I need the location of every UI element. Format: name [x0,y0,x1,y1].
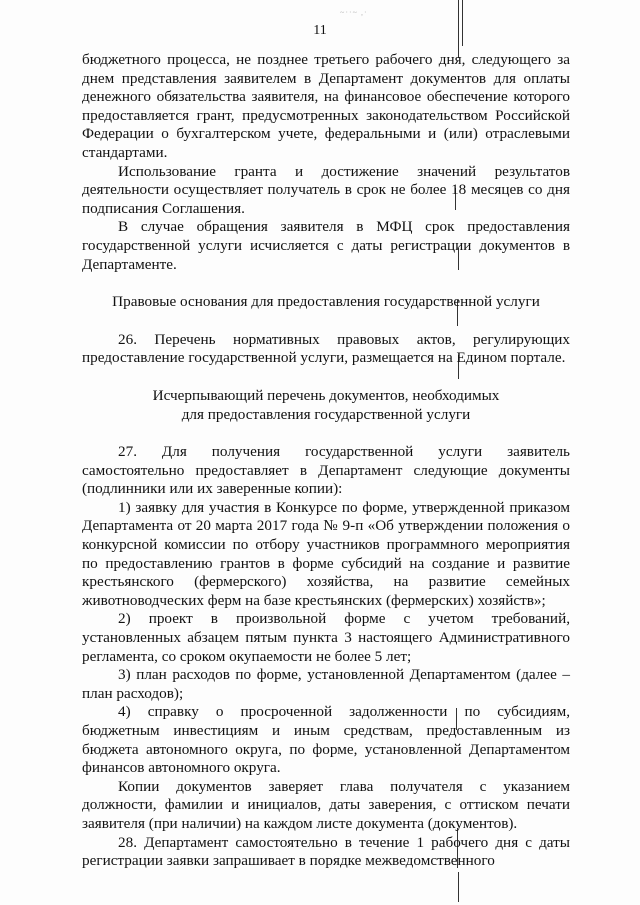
scan-line-top-2 [462,0,463,46]
paragraph-copies: Копии документов заверяет глава получателя с указанием должности, фамилии и инициалов, даты заверения, с оттиском печати заявителя (при наличии) на каждом листе документа (документов). [82,777,570,832]
paragraph-budget-process: бюджетного процесса, не позднее третьего рабочего дня, следующего за днем представления заявителем в Департамент документов для оплаты денежного обязательства заявителя, на финансовое обеспечение которого предоставляется грант, предусмотренных законодательством Российской Федерации о бухгалтерском учете, федеральными и (или) отраслевыми стандартами. [82,51,570,161]
paragraph-26: 26. Перечень нормативных правовых актов, регулирующих предоставление государственной услуги, размещается на Едином портале. [82,330,570,367]
scan-artifact: ~··~ ,· [340,8,368,17]
document-body [82,51,570,871]
paragraph-27: 27. Для получения государственной услуги заявитель самостоятельно предоставляет в Департамент следующие документы (подлинники или их заверенные копии): [82,443,570,498]
list-item-2: 2) проект в произвольной форме с учетом требований, установленных абзацем пятым пункта 3 настоящего Административного регламента, со сроком окупаемости не более 5 лет; [82,610,570,665]
page-number: 11 [313,23,327,38]
paragraph-28: 28. Департамент самостоятельно в течение 1 рабочего дня с даты регистрации заявки запрашивает в порядке межведомственного [82,833,570,870]
paragraph-grant-usage: Использование гранта и достижение значений результатов деятельности осуществляет получатель в срок не более 18 месяцев со дня подписания Соглашения. [82,162,570,217]
section-heading-documents-line2: для предоставления государственной услуги [181,405,471,423]
section-heading-documents-line1: Исчерпывающий перечень документов, необходимых [152,386,500,404]
list-item-4: 4) справку о просроченной задолженности по субсидиям, бюджетным инвестициям и иным средствам, предоставленным из бюджета автономного округа, по форме, установленной Департаментом финансов автономного округа. [82,703,570,777]
scan-line-top [458,0,459,58]
list-item-1: 1) заявку для участия в Конкурсе по форме, утвержденной приказом Департамента от 20 марта 2017 года № 9-п «Об утверждении положения о конкурсной комиссии по отбору участников программного мероприятия по предоставлению грантов в форме субсидий на создание и развитие крестьянского (фермерского) хозяйства, на развитие семейных животноводческих ферм на базе крестьянских (фермерских) хозяйств»; [82,498,570,609]
list-item-3: 3) план расходов по форме, установленной Департаментом (далее – план расходов); [82,666,570,702]
section-heading-legal-basis: Правовые основания для предоставления государственной услуги [112,293,540,311]
paragraph-mfc: В случае обращения заявителя в МФЦ срок предоставления государственной услуги исчисляется с даты регистрации документов в Департаменте. [82,218,570,273]
scan-line-bottom-2 [458,872,459,902]
